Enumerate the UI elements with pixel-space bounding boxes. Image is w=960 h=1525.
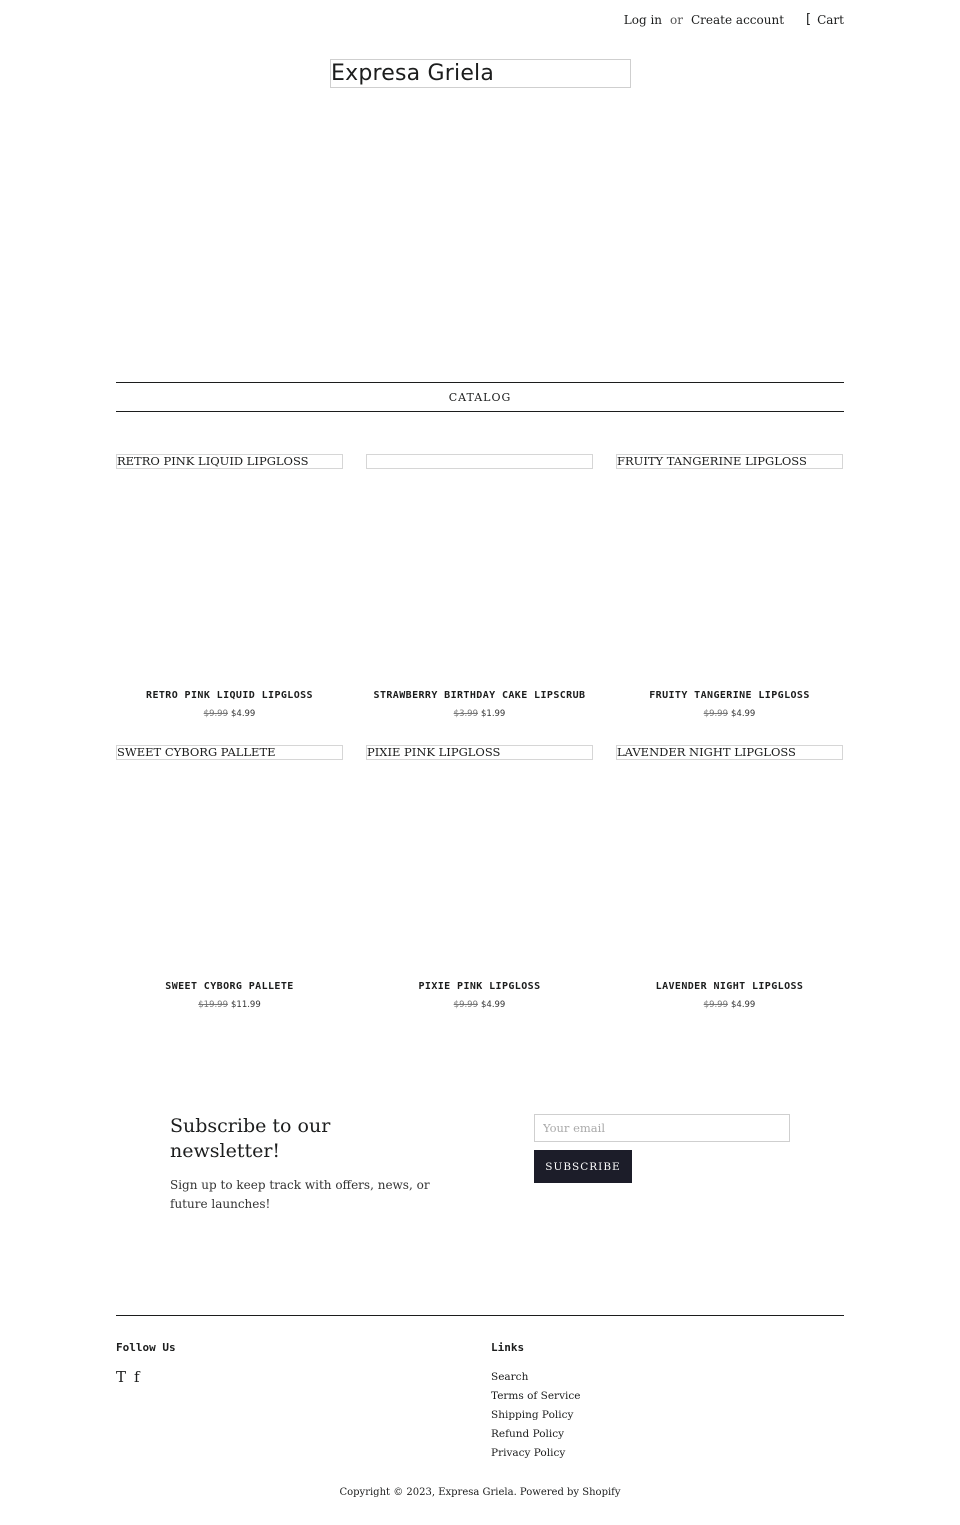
customer-links	[624, 12, 844, 27]
product-price	[116, 1000, 343, 1010]
sale-price: $1.99	[481, 709, 506, 719]
subscribe-button[interactable]: SUBSCRIBE	[534, 1150, 632, 1183]
follow-us-title: Follow Us	[116, 1341, 176, 1354]
logo-text: Expresa Griela	[331, 60, 495, 86]
footer-link-terms[interactable]: Terms of Service	[491, 1390, 581, 1402]
newsletter-title: Subscribe to our newsletter!	[170, 1115, 331, 1162]
compare-price: $9.99	[703, 1000, 728, 1010]
or-text: or	[670, 12, 683, 27]
product-image-link[interactable]	[116, 745, 343, 977]
product-title[interactable]: LAVENDER NIGHT LIPGLOSS	[655, 981, 804, 992]
product-grid	[116, 454, 844, 1036]
product-price	[116, 709, 343, 719]
product-image-link[interactable]	[366, 745, 593, 977]
product-title[interactable]: RETRO PINK LIQUID LIPGLOSS	[146, 690, 313, 701]
footer-link-privacy[interactable]: Privacy Policy	[491, 1447, 566, 1459]
compare-price: $19.99	[198, 1000, 228, 1010]
product-image-link[interactable]	[366, 454, 593, 686]
product-image: LAVENDER NIGHT LIPGLOSS	[616, 745, 843, 760]
product-card	[116, 745, 343, 1036]
links-column	[491, 1341, 580, 1463]
site-logo[interactable]	[330, 59, 631, 88]
newsletter-subtitle: Sign up to keep track with offers, news, or future launches!	[170, 1178, 430, 1211]
sale-price: $4.99	[731, 709, 756, 719]
footer-link-refund[interactable]: Refund Policy	[491, 1428, 565, 1440]
product-card	[366, 454, 593, 745]
product-price	[366, 1000, 593, 1010]
follow-us-column	[116, 1341, 176, 1386]
compare-price: $3.99	[453, 709, 478, 719]
twitter-icon[interactable]: T	[116, 1368, 127, 1386]
product-price	[616, 1000, 843, 1010]
product-card	[116, 454, 343, 745]
product-image: PIXIE PINK LIPGLOSS	[366, 745, 593, 760]
product-title[interactable]: SWEET CYBORG PALLETE	[165, 981, 294, 992]
site-footer	[116, 1315, 844, 1459]
footer-link-search[interactable]: Search	[491, 1371, 529, 1383]
sale-price: $11.99	[231, 1000, 261, 1010]
newsletter-form	[534, 1114, 790, 1183]
product-card	[366, 745, 593, 1036]
product-image-link[interactable]	[616, 745, 843, 977]
compare-price: $9.99	[703, 709, 728, 719]
product-title[interactable]: FRUITY TANGERINE LIPGLOSS	[649, 690, 810, 701]
product-image: SWEET CYBORG PALLETE	[116, 745, 343, 760]
product-image: FRUITY TANGERINE LIPGLOSS	[616, 454, 843, 469]
facebook-icon[interactable]: f	[134, 1368, 140, 1386]
copyright: Copyright © 2023, Expresa Griela. Powered by Shopify	[339, 1487, 621, 1498]
login-link[interactable]: Log in	[623, 12, 663, 27]
cart-link[interactable]	[806, 12, 844, 27]
product-price	[366, 709, 593, 719]
links-title: Links	[491, 1341, 525, 1354]
product-image	[366, 454, 593, 469]
main-nav	[116, 382, 844, 412]
product-image: RETRO PINK LIQUID LIPGLOSS	[116, 454, 343, 469]
product-price	[616, 709, 843, 719]
newsletter-section	[170, 1114, 790, 1214]
footer-links	[491, 1368, 580, 1463]
create-account-link[interactable]: Create account	[691, 12, 785, 27]
sale-price: $4.99	[231, 709, 256, 719]
product-card	[616, 454, 843, 745]
product-title[interactable]: STRAWBERRY BIRTHDAY CAKE LIPSCRUB	[373, 690, 586, 701]
product-title[interactable]: PIXIE PINK LIPGLOSS	[418, 981, 541, 992]
email-input[interactable]	[534, 1114, 790, 1142]
compare-price: $9.99	[453, 1000, 478, 1010]
nav-catalog[interactable]: CATALOG	[448, 390, 512, 404]
social-links	[116, 1368, 176, 1386]
footer-link-shipping[interactable]: Shipping Policy	[491, 1409, 574, 1421]
product-card	[616, 745, 843, 1036]
product-image-link[interactable]	[116, 454, 343, 686]
compare-price: $9.99	[203, 709, 228, 719]
cart-icon: [	[806, 12, 812, 27]
product-image-link[interactable]	[616, 454, 843, 686]
sale-price: $4.99	[481, 1000, 506, 1010]
sale-price: $4.99	[731, 1000, 756, 1010]
cart-label: Cart	[817, 12, 844, 27]
